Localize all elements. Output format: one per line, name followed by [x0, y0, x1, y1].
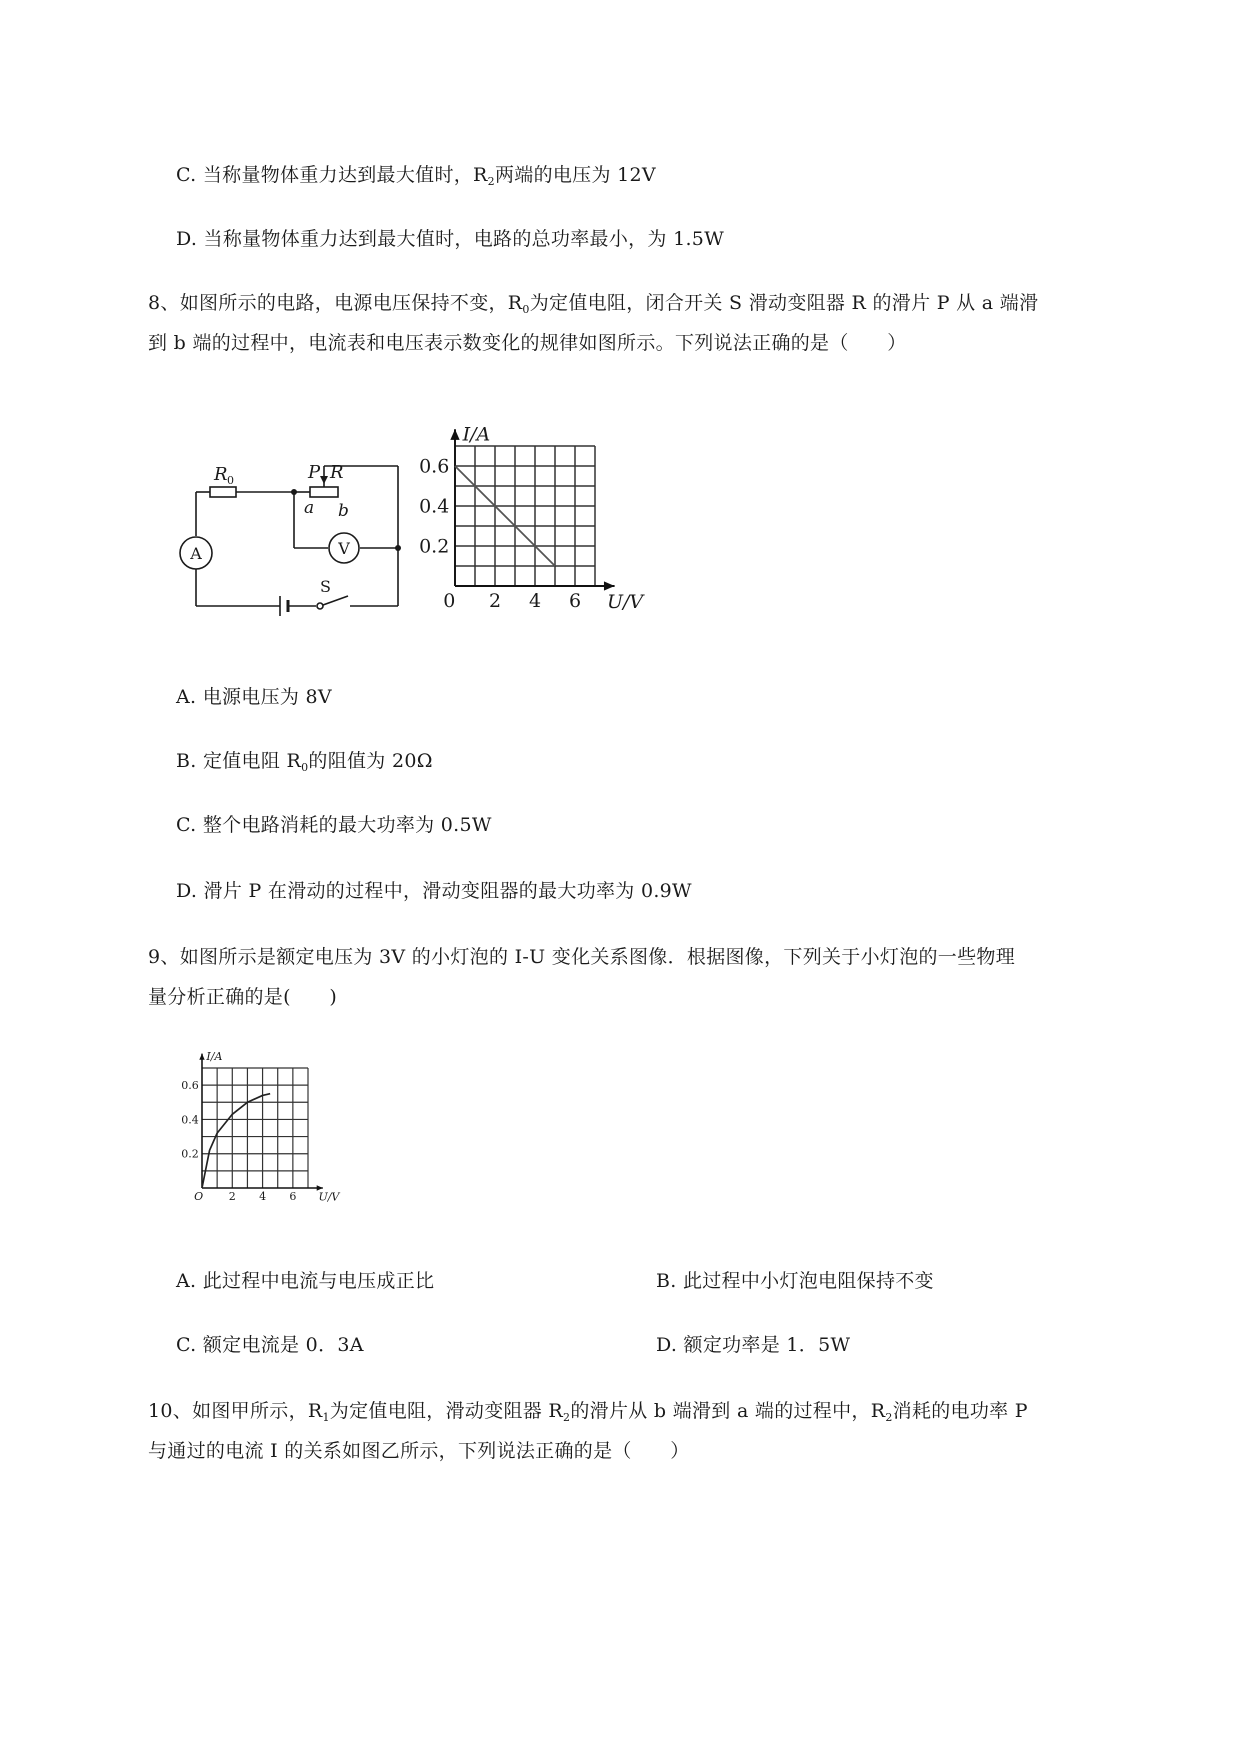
q8-option-b-text: B. 定值电阻 R: [176, 750, 302, 772]
x-axis-arrow: [604, 581, 615, 590]
slider-p-label: P: [308, 462, 321, 483]
x-tick-label: 4: [259, 1190, 267, 1204]
subscript: 2: [487, 175, 495, 188]
y-tick-label: 0.6: [419, 455, 450, 478]
y-tick-label: 0.6: [181, 1078, 199, 1092]
q8-option-d: D. 滑片 P 在滑动的过程中，滑动变阻器的最大功率为 0.9W: [176, 880, 692, 902]
subscript: 0: [522, 303, 530, 316]
q9-option-c: C. 额定电流是 0．3A: [176, 1334, 364, 1356]
ammeter-label: A: [190, 544, 202, 563]
switch-label: S: [320, 577, 331, 596]
junction-dot: [395, 545, 401, 551]
iu-curve: [202, 1094, 270, 1188]
x-tick-label: 2: [228, 1190, 236, 1204]
y-tick-label: 0.4: [181, 1113, 199, 1127]
junction-dot: [291, 489, 297, 495]
q9-option-b: B. 此过程中小灯泡电阻保持不变: [656, 1270, 934, 1292]
rheostat-resistor: [310, 487, 338, 497]
q7-option-d: D. 当称量物体重力达到最大值时，电路的总功率最小，为 1.5W: [176, 228, 725, 250]
x-tick-label: 6: [289, 1190, 297, 1204]
y-axis-label: I/A: [206, 1050, 223, 1064]
q8-stem-line2: 到 b 端的过程中，电流表和电压表示数变化的规律如图所示。下列说法正确的是（ ）: [148, 332, 907, 354]
y-tick-label: 0.2: [181, 1147, 199, 1161]
x-tick-label: O: [194, 1190, 204, 1204]
y-tick-label: 0.4: [419, 495, 450, 518]
q10-stem-text: 的滑片从 b 端滑到 a 端的过程中，R: [570, 1400, 886, 1422]
end-a-label: a: [304, 498, 315, 518]
q8-circuit-diagram: [170, 440, 410, 630]
q9-option-a: A. 此过程中电流与电压成正比: [176, 1270, 435, 1292]
y-axis-arrow: [450, 429, 459, 440]
q9-option-d: D. 额定功率是 1．5W: [656, 1334, 851, 1356]
q9-stem-line2: 量分析正确的是( ): [148, 986, 338, 1008]
x-tick-label: 6: [568, 589, 582, 612]
r0-label: R: [214, 464, 228, 485]
q8-option-b-text-end: 的阻值为 20Ω: [308, 750, 433, 772]
q8-option-b: [176, 746, 433, 774]
q7-option-c: [176, 160, 656, 188]
y-axis-label: I/A: [462, 423, 491, 446]
x-axis-label: U/V: [607, 590, 644, 613]
q7-option-c-text-end: 两端的电压为 12V: [494, 164, 656, 186]
subscript: 2: [885, 1411, 893, 1424]
y-axis-arrow: [199, 1054, 204, 1060]
x-tick-label: 4: [528, 589, 542, 612]
q10-stem-text: 10、如图甲所示，R: [148, 1400, 323, 1422]
q10-stem-text: 消耗的电功率 P: [892, 1400, 1028, 1422]
x-tick-label: 2: [488, 589, 502, 612]
q9-stem-line1: 9、如图所示是额定电压为 3V 的小灯泡的 I-U 变化关系图像．根据图像，下列关于小灯泡的一些物理: [148, 946, 1015, 968]
q8-option-a: A. 电源电压为 8V: [176, 686, 332, 708]
x-axis-label: U/V: [318, 1190, 340, 1204]
x-tick-label: 0: [443, 589, 456, 612]
q8-stem-text-end: 为定值电阻，闭合开关 S 滑动变阻器 R 的滑片 P 从 a 端滑: [529, 292, 1039, 314]
rheostat-r-label: R: [330, 462, 344, 483]
end-b-label: b: [338, 501, 349, 521]
q8-iu-graph: [410, 410, 670, 635]
y-tick-label: 0.2: [419, 535, 450, 558]
r0-subscript: 0: [227, 474, 234, 487]
q8-stem-line1: [148, 288, 1038, 316]
q8-option-c: C. 整个电路消耗的最大功率为 0.5W: [176, 814, 492, 836]
q9-iu-graph: [181, 1040, 398, 1220]
slider-arrow: [320, 476, 328, 484]
subscript: 2: [563, 1411, 571, 1424]
q7-option-c-text: C. 当称量物体重力达到最大值时，R: [176, 164, 488, 186]
subscript: 0: [301, 761, 309, 774]
r0-resistor: [210, 487, 236, 497]
q10-stem-line2: 与通过的电流 I 的关系如图乙所示，下列说法正确的是（ ）: [148, 1440, 690, 1462]
q8-stem-text: 8、如图所示的电路，电源电压保持不变，R: [148, 292, 523, 314]
q10-stem-line1: [148, 1396, 1028, 1424]
voltmeter-label: V: [338, 539, 350, 558]
q10-stem-text: 为定值电阻，滑动变阻器 R: [329, 1400, 564, 1422]
iu-line: [455, 466, 555, 566]
subscript: 1: [322, 1411, 330, 1424]
